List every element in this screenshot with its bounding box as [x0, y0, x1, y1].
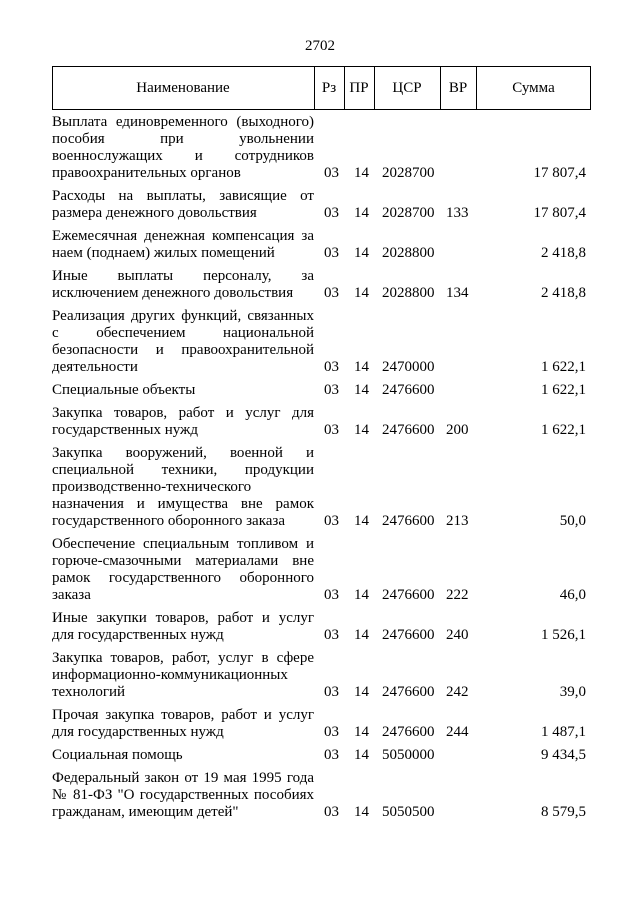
row-name: Закупка товаров, работ, услуг в сфере информационно-коммуникационных технологий: [52, 650, 314, 700]
table-row: [52, 707, 591, 741]
row-pr: 14: [354, 245, 369, 261]
row-name: Выплата единовременного (выходного) пособия при увольнении военнослужащих и сотрудников правоохранительных органов: [52, 114, 314, 181]
header-name: Наименование: [136, 80, 230, 96]
row-sum: 1 622,1: [541, 382, 586, 398]
row-sum: 46,0: [559, 587, 586, 603]
header-sum: Сумма: [512, 80, 555, 96]
row-pr: 14: [354, 627, 369, 643]
row-pr: 14: [354, 165, 369, 181]
row-pr: 14: [354, 359, 369, 375]
row-sum: 8 579,5: [541, 804, 586, 820]
row-sum: 1 622,1: [541, 359, 586, 375]
header-pr: ПР: [349, 80, 369, 96]
row-name: Прочая закупка товаров, работ и услуг для государственных нужд: [52, 707, 314, 740]
row-pr: 14: [354, 285, 369, 301]
table-row: [52, 308, 591, 376]
row-name: Расходы на выплаты, зависящие от размера денежного довольствия: [52, 188, 314, 221]
row-csr: 2476600: [382, 627, 435, 643]
row-vr: 134: [446, 285, 469, 301]
table-header: [52, 66, 591, 110]
row-rz: 03: [324, 587, 339, 603]
row-rz: 03: [324, 382, 339, 398]
row-pr: 14: [354, 684, 369, 700]
row-rz: 03: [324, 165, 339, 181]
row-rz: 03: [324, 285, 339, 301]
table-row: [52, 228, 591, 262]
row-pr: 14: [354, 513, 369, 529]
row-csr: 2476600: [382, 724, 435, 740]
row-vr: 222: [446, 587, 469, 603]
row-name: Федеральный закон от 19 мая 1995 года № 81-ФЗ "О государственных пособиях гражданам, имеющим детей": [52, 770, 314, 820]
row-csr: 2028700: [382, 165, 435, 181]
row-pr: 14: [354, 587, 369, 603]
row-rz: 03: [324, 359, 339, 375]
table-row: [52, 382, 591, 399]
table-row: [52, 747, 591, 764]
table-row: [52, 770, 591, 821]
row-vr: 200: [446, 422, 469, 438]
row-rz: 03: [324, 627, 339, 643]
row-sum: 2 418,8: [541, 285, 586, 301]
row-sum: 9 434,5: [541, 747, 586, 763]
row-csr: 2028700: [382, 205, 435, 221]
row-name: Закупка товаров, работ и услуг для государственных нужд: [52, 405, 314, 438]
row-pr: 14: [354, 724, 369, 740]
row-sum: 17 807,4: [533, 205, 586, 221]
row-csr: 2476600: [382, 422, 435, 438]
row-vr: 242: [446, 684, 469, 700]
row-sum: 1 526,1: [541, 627, 586, 643]
table-row: [52, 650, 591, 701]
table-row: [52, 536, 591, 604]
row-vr: 213: [446, 513, 469, 529]
row-sum: 17 807,4: [533, 165, 586, 181]
header-csr: ЦСР: [392, 80, 422, 96]
row-csr: 2476600: [382, 513, 435, 529]
row-rz: 03: [324, 205, 339, 221]
table-row: [52, 610, 591, 644]
row-vr: 240: [446, 627, 469, 643]
row-name: Закупка вооружений, военной и специальной техники, продукции производственно-технического назначения и имущества вне рамок государственного оборонного заказа: [52, 445, 314, 529]
row-sum: 2 418,8: [541, 245, 586, 261]
row-sum: 50,0: [559, 513, 586, 529]
row-sum: 39,0: [559, 684, 586, 700]
row-rz: 03: [324, 684, 339, 700]
row-pr: 14: [354, 382, 369, 398]
table-body: [52, 114, 591, 827]
row-rz: 03: [324, 245, 339, 261]
row-csr: 2476600: [382, 684, 435, 700]
header-rz: Рз: [321, 80, 337, 96]
row-rz: 03: [324, 747, 339, 763]
table-row: [52, 188, 591, 222]
row-csr: 5050500: [382, 804, 435, 820]
row-rz: 03: [324, 513, 339, 529]
row-name: Специальные объекты: [52, 382, 196, 398]
row-vr: 133: [446, 205, 469, 221]
row-csr: 2476600: [382, 382, 435, 398]
row-csr: 2028800: [382, 285, 435, 301]
row-pr: 14: [354, 747, 369, 763]
row-name: Ежемесячная денежная компенсация за наем (поднаем) жилых помещений: [52, 228, 314, 261]
row-name: Обеспечение специальным топливом и горюче-смазочными материалами вне рамок государственного оборонного заказа: [52, 536, 314, 603]
row-rz: 03: [324, 724, 339, 740]
table-row: [52, 445, 591, 530]
row-name: Иные выплаты персоналу, за исключением денежного довольствия: [52, 268, 314, 301]
row-sum: 1 622,1: [541, 422, 586, 438]
row-pr: 14: [354, 205, 369, 221]
page-number: 2702: [305, 38, 335, 54]
header-vr: ВР: [448, 80, 468, 96]
row-csr: 5050000: [382, 747, 435, 763]
row-pr: 14: [354, 422, 369, 438]
table-row: [52, 405, 591, 439]
row-rz: 03: [324, 804, 339, 820]
row-csr: 2476600: [382, 587, 435, 603]
table-row: [52, 114, 591, 182]
row-name: Иные закупки товаров, работ и услуг для государственных нужд: [52, 610, 314, 643]
row-pr: 14: [354, 804, 369, 820]
row-sum: 1 487,1: [541, 724, 586, 740]
row-name: Реализация других функций, связанных с обеспечением национальной безопасности и правоохранительной деятельности: [52, 308, 314, 375]
row-name: Социальная помощь: [52, 747, 183, 763]
row-rz: 03: [324, 422, 339, 438]
table-row: [52, 268, 591, 302]
row-vr: 244: [446, 724, 469, 740]
row-csr: 2470000: [382, 359, 435, 375]
header-border-right: [590, 67, 591, 109]
row-csr: 2028800: [382, 245, 435, 261]
